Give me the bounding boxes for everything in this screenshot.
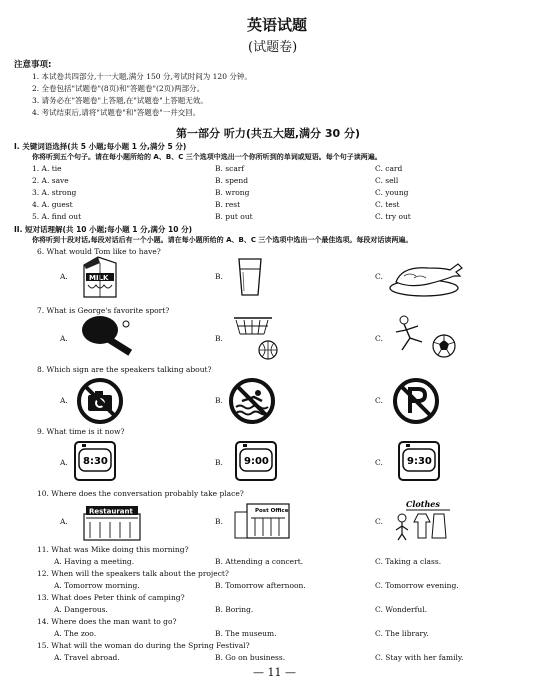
q15-text: 15. What will the woman do during the Spring Festival? [37, 641, 250, 650]
q13-option-b: B. Boring. [215, 605, 254, 614]
q6-option-b-label: B. [215, 272, 223, 281]
basketball-hoop-image [232, 312, 282, 360]
section-two-heading: II. 短对话理解(共 10 小题;每小题 1 分,满分 10 分) [14, 225, 193, 234]
q6-text: 6. What would Tom like to have? [37, 247, 161, 256]
clothes-sign: Clothes [406, 499, 440, 509]
restaurant-sign: Restaurant [89, 507, 133, 516]
q13-text: 13. What does Peter think of camping? [37, 593, 185, 602]
q5-option-a: 5. A. find out [32, 212, 82, 221]
page-number: — 11 — [253, 666, 296, 679]
q12-option-b: B. Tomorrow afternoon. [215, 581, 306, 590]
q12-text: 12. When will the speakers talk about the project? [37, 569, 229, 578]
q10-option-a-label: A. [60, 517, 68, 526]
note-item: 2. 全卷包括"试题卷"(8页)和"答题卷"(2页)两部分。 [32, 84, 205, 93]
q9-option-c-label: C. [375, 458, 383, 467]
note-item: 4. 考试结束后,请将"试题卷"和"答题卷"一并交回。 [32, 108, 201, 117]
q8-option-c-label: C. [375, 396, 383, 405]
q10-text: 10. Where does the conversation probably take place? [37, 489, 244, 498]
q10-option-c-label: C. [375, 517, 383, 526]
section-two-instruction: 你将听到十段对话,每段对话后有一个小题。请在每小题所给的 A、B、C 三个选项中选出一个最佳选项。每段对话读两遍。 [32, 236, 413, 244]
q15-option-a: A. Travel abroad. [54, 653, 120, 662]
clock-time-c: 9:30 [407, 456, 432, 467]
q7-option-b-label: B. [215, 334, 223, 343]
q2-option-a: 2. A. save [32, 176, 69, 185]
q11-option-c: C. Taking a class. [375, 557, 442, 566]
q6-option-c-label: C. [375, 272, 383, 281]
note-item: 3. 请务必在"答题卷"上答题,在"试题卷"上答题无效。 [32, 96, 208, 105]
q1-option-b: B. scarf [215, 164, 245, 173]
section-one-heading: I. 关键词语选择(共 5 小题;每小题 1 分,满分 5 分) [14, 142, 187, 151]
clothes-shop-image [392, 498, 456, 542]
clock-time-b: 9:00 [244, 456, 269, 467]
q14-option-a: A. The zoo. [54, 629, 97, 638]
clock-time-a: 8:30 [83, 456, 108, 467]
q11-text: 11. What was Mike doing this morning? [37, 545, 189, 554]
post-office-sign: Post Office [255, 508, 289, 514]
q5-option-c: C. try out [375, 212, 411, 221]
q12-option-c: C. Tomorrow evening. [375, 581, 459, 590]
no-swimming-sign-icon [228, 377, 276, 425]
q5-option-b: B. put out [215, 212, 253, 221]
q11-option-b: B. Attending a concert. [215, 557, 304, 566]
q14-option-b: B. The museum. [215, 629, 277, 638]
q9-option-a-label: A. [60, 458, 68, 467]
q8-text: 8. Which sign are the speakers talking about? [37, 365, 212, 374]
q12-option-a: A. Tomorrow morning. [54, 581, 140, 590]
q4-option-b: B. rest [215, 200, 241, 209]
milk-carton-image [80, 253, 120, 299]
q10-option-b-label: B. [215, 517, 223, 526]
q9-text: 9. What time is it now? [37, 427, 125, 436]
ping-pong-paddle-image [80, 314, 140, 358]
glass-image [237, 257, 263, 297]
q3-option-c: C. young [375, 188, 409, 197]
post-office-building-image [233, 498, 295, 542]
q14-option-c: C. The library. [375, 629, 429, 638]
q4-option-c: C. test [375, 200, 400, 209]
no-parking-sign-icon [392, 377, 440, 425]
page-subtitle: (试题卷) [248, 40, 298, 55]
no-camera-sign-icon [76, 377, 124, 425]
q2-option-c: C. sell [375, 176, 399, 185]
digital-clock-icon [398, 441, 440, 481]
page-title: 英语试题 [247, 16, 308, 34]
notes-heading: 注意事项: [14, 60, 52, 70]
soccer-player-image [392, 312, 458, 360]
q4-option-a: 4. A. guest [32, 200, 73, 209]
q3-option-b: B. wrong [215, 188, 250, 197]
restaurant-building-image [80, 500, 144, 542]
chicken-leg-image [388, 258, 464, 298]
q11-option-a: A. Having a meeting. [54, 557, 135, 566]
q8-option-b-label: B. [215, 396, 223, 405]
q7-text: 7. What is George's favorite sport? [37, 306, 170, 315]
note-item: 1. 本试卷共四部分,十一大题,满分 150 分,考试时间为 120 分钟。 [32, 72, 252, 81]
q1-option-c: C. card [375, 164, 403, 173]
q7-option-a-label: A. [60, 334, 68, 343]
q7-option-c-label: C. [375, 334, 383, 343]
q1-option-a: 1. A. tie [32, 164, 62, 173]
q15-option-c: C. Stay with her family. [375, 653, 464, 662]
q13-option-a: A. Dangerous. [54, 605, 108, 614]
digital-clock-icon [74, 441, 116, 481]
q2-option-b: B. spend [215, 176, 248, 185]
part-one-title: 第一部分 听力(共五大题,满分 30 分) [176, 127, 361, 140]
q8-option-a-label: A. [60, 396, 68, 405]
section-one-instruction: 你将听到五个句子。请在每小题所给的 A、B、C 三个选项中选出一个你所听到的单词或短语。每个句子读两遍。 [32, 153, 382, 161]
q13-option-c: C. Wonderful. [375, 605, 427, 614]
milk-label: MILK [89, 274, 109, 282]
q14-text: 14. Where does the man want to go? [37, 617, 177, 626]
q9-option-b-label: B. [215, 458, 223, 467]
digital-clock-icon [235, 441, 277, 481]
q6-option-a-label: A. [60, 272, 68, 281]
q15-option-b: B. Go on business. [215, 653, 286, 662]
q3-option-a: 3. A. strong [32, 188, 77, 197]
